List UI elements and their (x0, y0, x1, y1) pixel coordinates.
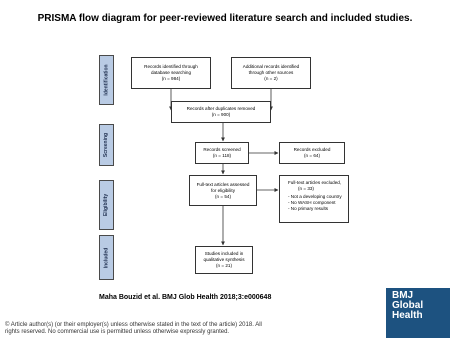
box-text: Records identified through (144, 64, 198, 69)
box-after-duplicates (171, 101, 271, 123)
box-count: (n = 54) (215, 193, 231, 199)
box-count: (n = 64) (304, 153, 320, 158)
logo-text: Global (392, 300, 424, 311)
box-text: Records screened (203, 147, 241, 152)
logo-text: Health (392, 310, 423, 321)
box-count: (n = 984) (161, 76, 181, 81)
phase-eligibility-label: Eligibility (103, 193, 110, 217)
box-fulltext-excluded (279, 175, 349, 223)
figure-title: PRISMA flow diagram for peer-reviewed literature search and included studies. (37, 13, 413, 24)
box-text: Studies included in (204, 251, 244, 256)
box-count: (n = 21) (216, 263, 232, 268)
copyright-notice (5, 322, 305, 336)
phase-screening-label: Screening (103, 132, 110, 158)
box-qualitative-synthesis (195, 246, 253, 274)
box-text: Additional records identified (242, 64, 300, 69)
box-text: through other sources (248, 70, 294, 75)
box-text: for eligibility (211, 187, 235, 193)
box-other-sources (231, 57, 311, 89)
copyright-line: © Article author(s) (or their employer(s) unless otherwise stated in the text of the article) 2018. All (5, 322, 262, 328)
box-count: (n = 118) (212, 153, 232, 158)
box-count: (n = 33) (298, 186, 314, 191)
citation: Maha Bouzid et al. BMJ Glob Health 2018;3:e000648 (99, 294, 272, 301)
phase-included-label: Included (103, 247, 110, 268)
box-text: qualitative synthesis (203, 257, 245, 262)
exclusion-reason: - No primary results (288, 206, 329, 211)
box-text: database searching (150, 70, 192, 75)
box-text: Full-text articles excluded, (288, 180, 342, 185)
logo-text: BMJ (392, 290, 414, 301)
box-count: (n = 2) (264, 76, 278, 81)
phase-identification-label: Identification (103, 64, 110, 96)
box-records-excluded (279, 142, 345, 164)
bmj-global-health-logo (386, 288, 450, 338)
box-text: Records after duplicates removed (186, 106, 256, 111)
exclusion-reason: - Not a developing country (288, 194, 342, 199)
box-count: (n = 900) (211, 112, 231, 117)
copyright-line: rights reserved. No commercial use is permitted unless otherwise expressly granted. (5, 329, 230, 335)
box-text: Records excluded (293, 147, 331, 152)
box-fulltext-assessed (189, 175, 257, 206)
box-database-searching (131, 57, 211, 89)
box-text: Full-text articles assessed (196, 181, 250, 187)
exclusion-reason: - No WASH component (288, 200, 336, 205)
box-records-screened (195, 142, 249, 164)
